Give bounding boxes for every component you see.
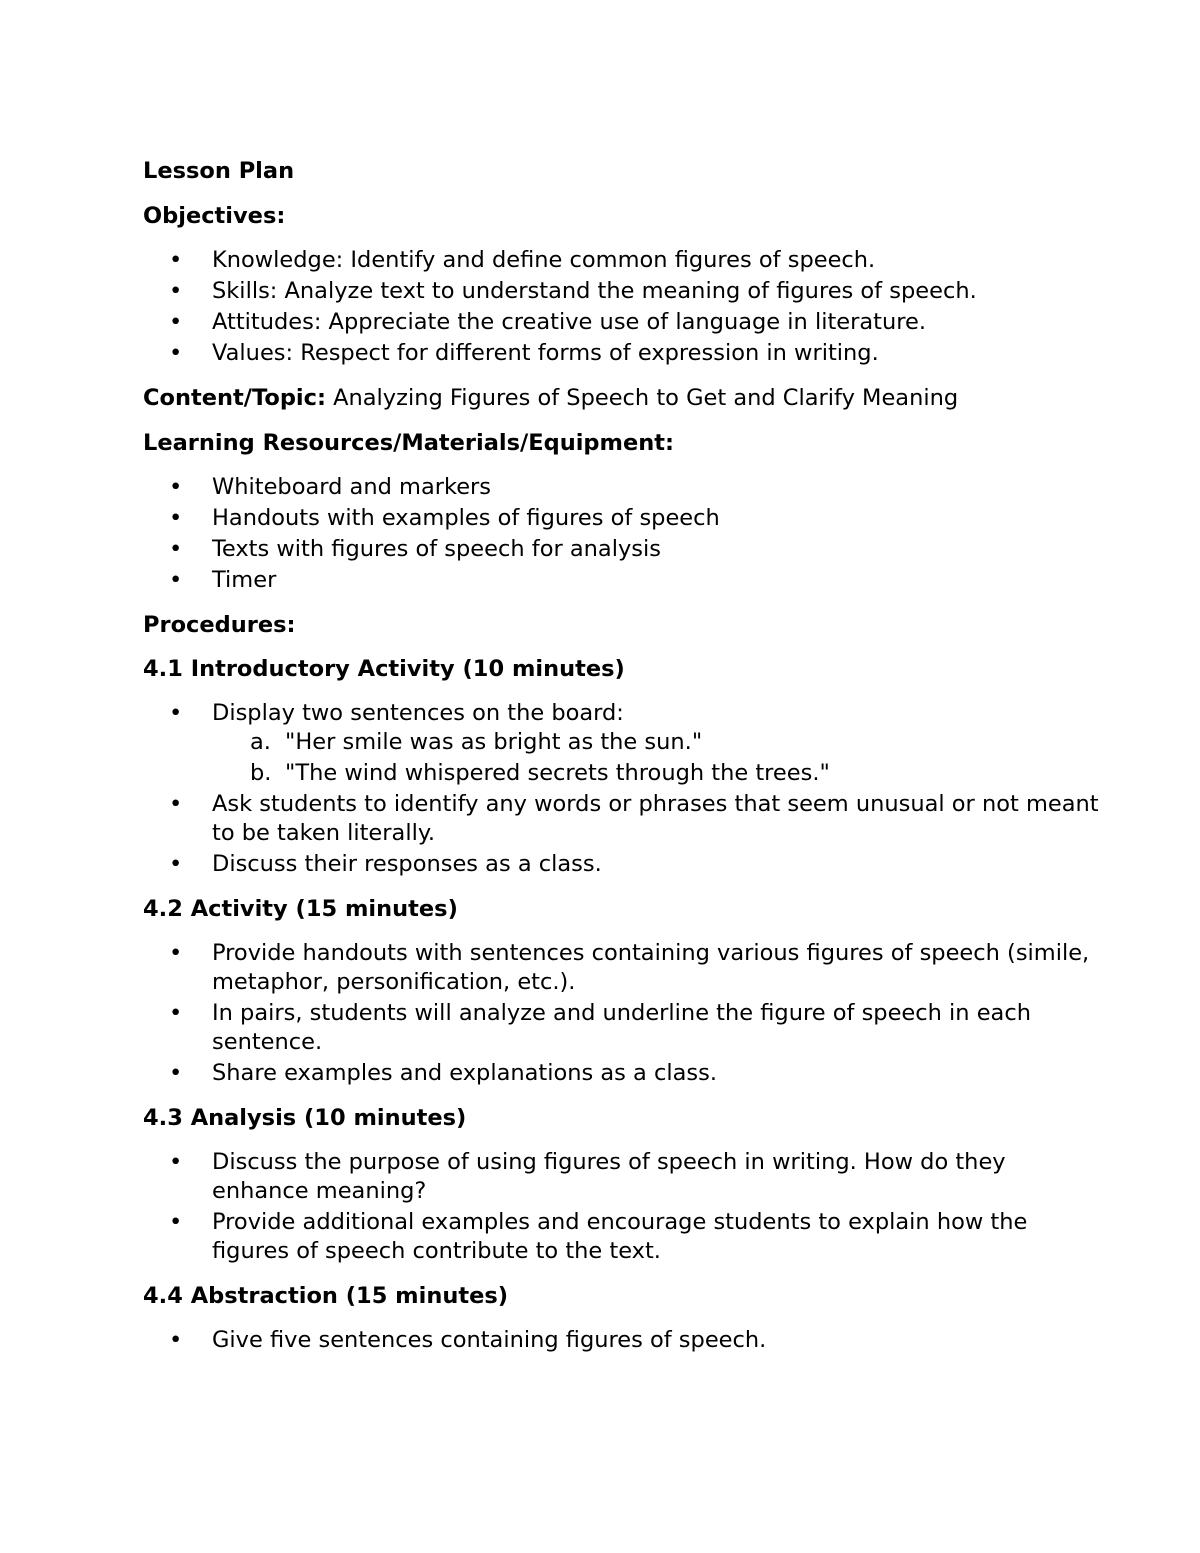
content-topic-label: Content/Topic: — [143, 385, 326, 411]
list-item: • Skills: Analyze text to understand the meaning of figures of speech. — [143, 277, 1103, 306]
section-4-2-heading: 4.2 Activity (15 minutes) — [143, 896, 458, 922]
section-4-4-list — [143, 1326, 1103, 1355]
list-item: • Discuss the purpose of using figures of speech in writing. How do they enhance meaning? — [143, 1148, 1103, 1206]
list-item: • Handouts with examples of figures of speech — [143, 504, 1103, 533]
section-4-4-heading: 4.4 Abstraction (15 minutes) — [143, 1283, 509, 1309]
list-item: • Attitudes: Appreciate the creative use of language in literature. — [143, 308, 1103, 337]
document-title: Lesson Plan — [143, 158, 295, 184]
list-item: • Ask students to identify any words or phrases that seem unusual or not meant to be taken literally. — [143, 790, 1103, 848]
document-page — [143, 157, 1103, 1371]
list-item: • In pairs, students will analyze and underline the figure of speech in each sentence. — [143, 999, 1103, 1057]
list-item: • Discuss their responses as a class. — [143, 850, 1103, 879]
sub-list-text: "Her smile was as bright as the sun." — [285, 729, 703, 755]
sub-list-text: "The wind whispered secrets through the trees." — [285, 760, 830, 786]
list-item: • Share examples and explanations as a class. — [143, 1059, 1103, 1088]
list-item: • Knowledge: Identify and define common figures of speech. — [143, 246, 1103, 275]
section-4-3-heading: 4.3 Analysis (10 minutes) — [143, 1105, 467, 1131]
section-4-3-list — [143, 1148, 1103, 1266]
section-4-1-list — [143, 699, 1103, 879]
list-item: • Timer — [143, 566, 1103, 595]
content-topic-value: Analyzing Figures of Speech to Get and Clarify Meaning — [325, 385, 959, 411]
list-item-text: Display two sentences on the board: — [212, 700, 624, 726]
sub-list-item — [212, 728, 1103, 757]
section-4-2-list — [143, 939, 1103, 1088]
list-item: • Give five sentences containing figures of speech. — [143, 1326, 1103, 1355]
list-item: • Provide handouts with sentences containing various figures of speech (simile, metaphor, personification, etc.). — [143, 939, 1103, 997]
resources-heading: Learning Resources/Materials/Equipment: — [143, 430, 675, 456]
list-item: • Values: Respect for different forms of expression in writing. — [143, 339, 1103, 368]
list-item: • Whiteboard and markers — [143, 473, 1103, 502]
list-item — [143, 699, 1103, 788]
resources-list — [143, 473, 1103, 595]
section-4-1-heading: 4.1 Introductory Activity (10 minutes) — [143, 656, 625, 682]
objectives-list — [143, 246, 1103, 368]
objectives-heading: Objectives: — [143, 203, 286, 229]
list-item: • Provide additional examples and encourage students to explain how the figures of speech contribute to the text. — [143, 1208, 1103, 1266]
procedures-heading: Procedures: — [143, 612, 296, 638]
sub-list-marker: b. — [250, 760, 272, 786]
content-topic — [143, 384, 1103, 413]
sub-list-marker: a. — [250, 729, 271, 755]
list-item: • Texts with figures of speech for analysis — [143, 535, 1103, 564]
sentence-examples-list — [212, 728, 1103, 788]
sub-list-item — [212, 759, 1103, 788]
